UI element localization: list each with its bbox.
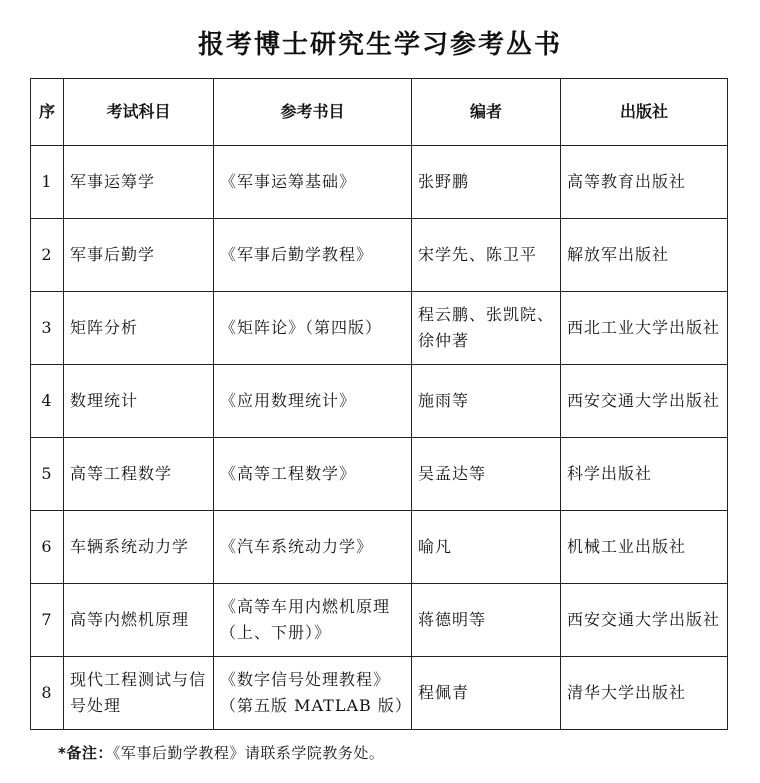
book-author: 张野鹏 xyxy=(412,146,561,219)
remark-text: 《军事后勤学教程》请联系学院教务处。 xyxy=(112,744,385,762)
table-row xyxy=(31,657,728,730)
table-row xyxy=(31,365,728,438)
header-book: 参考书目 xyxy=(214,79,412,146)
header-no: 序 xyxy=(31,79,64,146)
reference-book: 《高等工程数学》 xyxy=(214,438,412,511)
book-publisher: 科学出版社 xyxy=(561,438,728,511)
exam-subject: 高等内燃机原理 xyxy=(64,584,214,657)
book-publisher: 西安交通大学出版社 xyxy=(561,584,728,657)
book-author: 喻凡 xyxy=(412,511,561,584)
book-publisher: 高等教育出版社 xyxy=(561,146,728,219)
row-number: 3 xyxy=(31,292,64,365)
table-row xyxy=(31,438,728,511)
row-number: 7 xyxy=(31,584,64,657)
exam-subject: 车辆系统动力学 xyxy=(64,511,214,584)
reference-books-table xyxy=(30,78,728,730)
row-number: 5 xyxy=(31,438,64,511)
book-author: 吴孟达等 xyxy=(412,438,561,511)
header-subject: 考试科目 xyxy=(64,79,214,146)
book-publisher: 解放军出版社 xyxy=(561,219,728,292)
book-publisher: 西安交通大学出版社 xyxy=(561,365,728,438)
book-author: 程佩青 xyxy=(412,657,561,730)
book-publisher: 西北工业大学出版社 xyxy=(561,292,728,365)
reference-book: 《矩阵论》（第四版） xyxy=(214,292,412,365)
book-author: 施雨等 xyxy=(412,365,561,438)
row-number: 8 xyxy=(31,657,64,730)
reference-book: 《军事运筹基础》 xyxy=(214,146,412,219)
table-row xyxy=(31,146,728,219)
header-author: 编者 xyxy=(412,79,561,146)
reference-book: 《高等车用内燃机原理（上、下册）》 xyxy=(214,584,412,657)
table-row xyxy=(31,511,728,584)
table-row xyxy=(31,584,728,657)
row-number: 1 xyxy=(31,146,64,219)
exam-subject: 数理统计 xyxy=(64,365,214,438)
remark-label: *备注： xyxy=(58,744,113,762)
header-publisher: 出版社 xyxy=(561,79,728,146)
reference-book: 《汽车系统动力学》 xyxy=(214,511,412,584)
page-title: 报考博士研究生学习参考丛书 xyxy=(197,30,562,60)
exam-subject: 高等工程数学 xyxy=(64,438,214,511)
exam-subject: 军事后勤学 xyxy=(64,219,214,292)
reference-book: 《应用数理统计》 xyxy=(214,365,412,438)
table-row xyxy=(31,219,728,292)
reference-book: 《数字信号处理教程》（第五版 MATLAB 版） xyxy=(214,657,412,730)
book-author: 宋学先、陈卫平 xyxy=(412,219,561,292)
table-row xyxy=(31,292,728,365)
exam-subject: 矩阵分析 xyxy=(64,292,214,365)
book-publisher: 机械工业出版社 xyxy=(561,511,728,584)
remark-note xyxy=(58,742,384,763)
exam-subject: 军事运筹学 xyxy=(64,146,214,219)
book-publisher: 清华大学出版社 xyxy=(561,657,728,730)
exam-subject: 现代工程测试与信号处理 xyxy=(64,657,214,730)
table-header-row xyxy=(31,79,728,146)
row-number: 4 xyxy=(31,365,64,438)
book-author: 程云鹏、张凯院、徐仲著 xyxy=(412,292,561,365)
reference-book: 《军事后勤学教程》 xyxy=(214,219,412,292)
book-author: 蒋德明等 xyxy=(412,584,561,657)
row-number: 6 xyxy=(31,511,64,584)
row-number: 2 xyxy=(31,219,64,292)
